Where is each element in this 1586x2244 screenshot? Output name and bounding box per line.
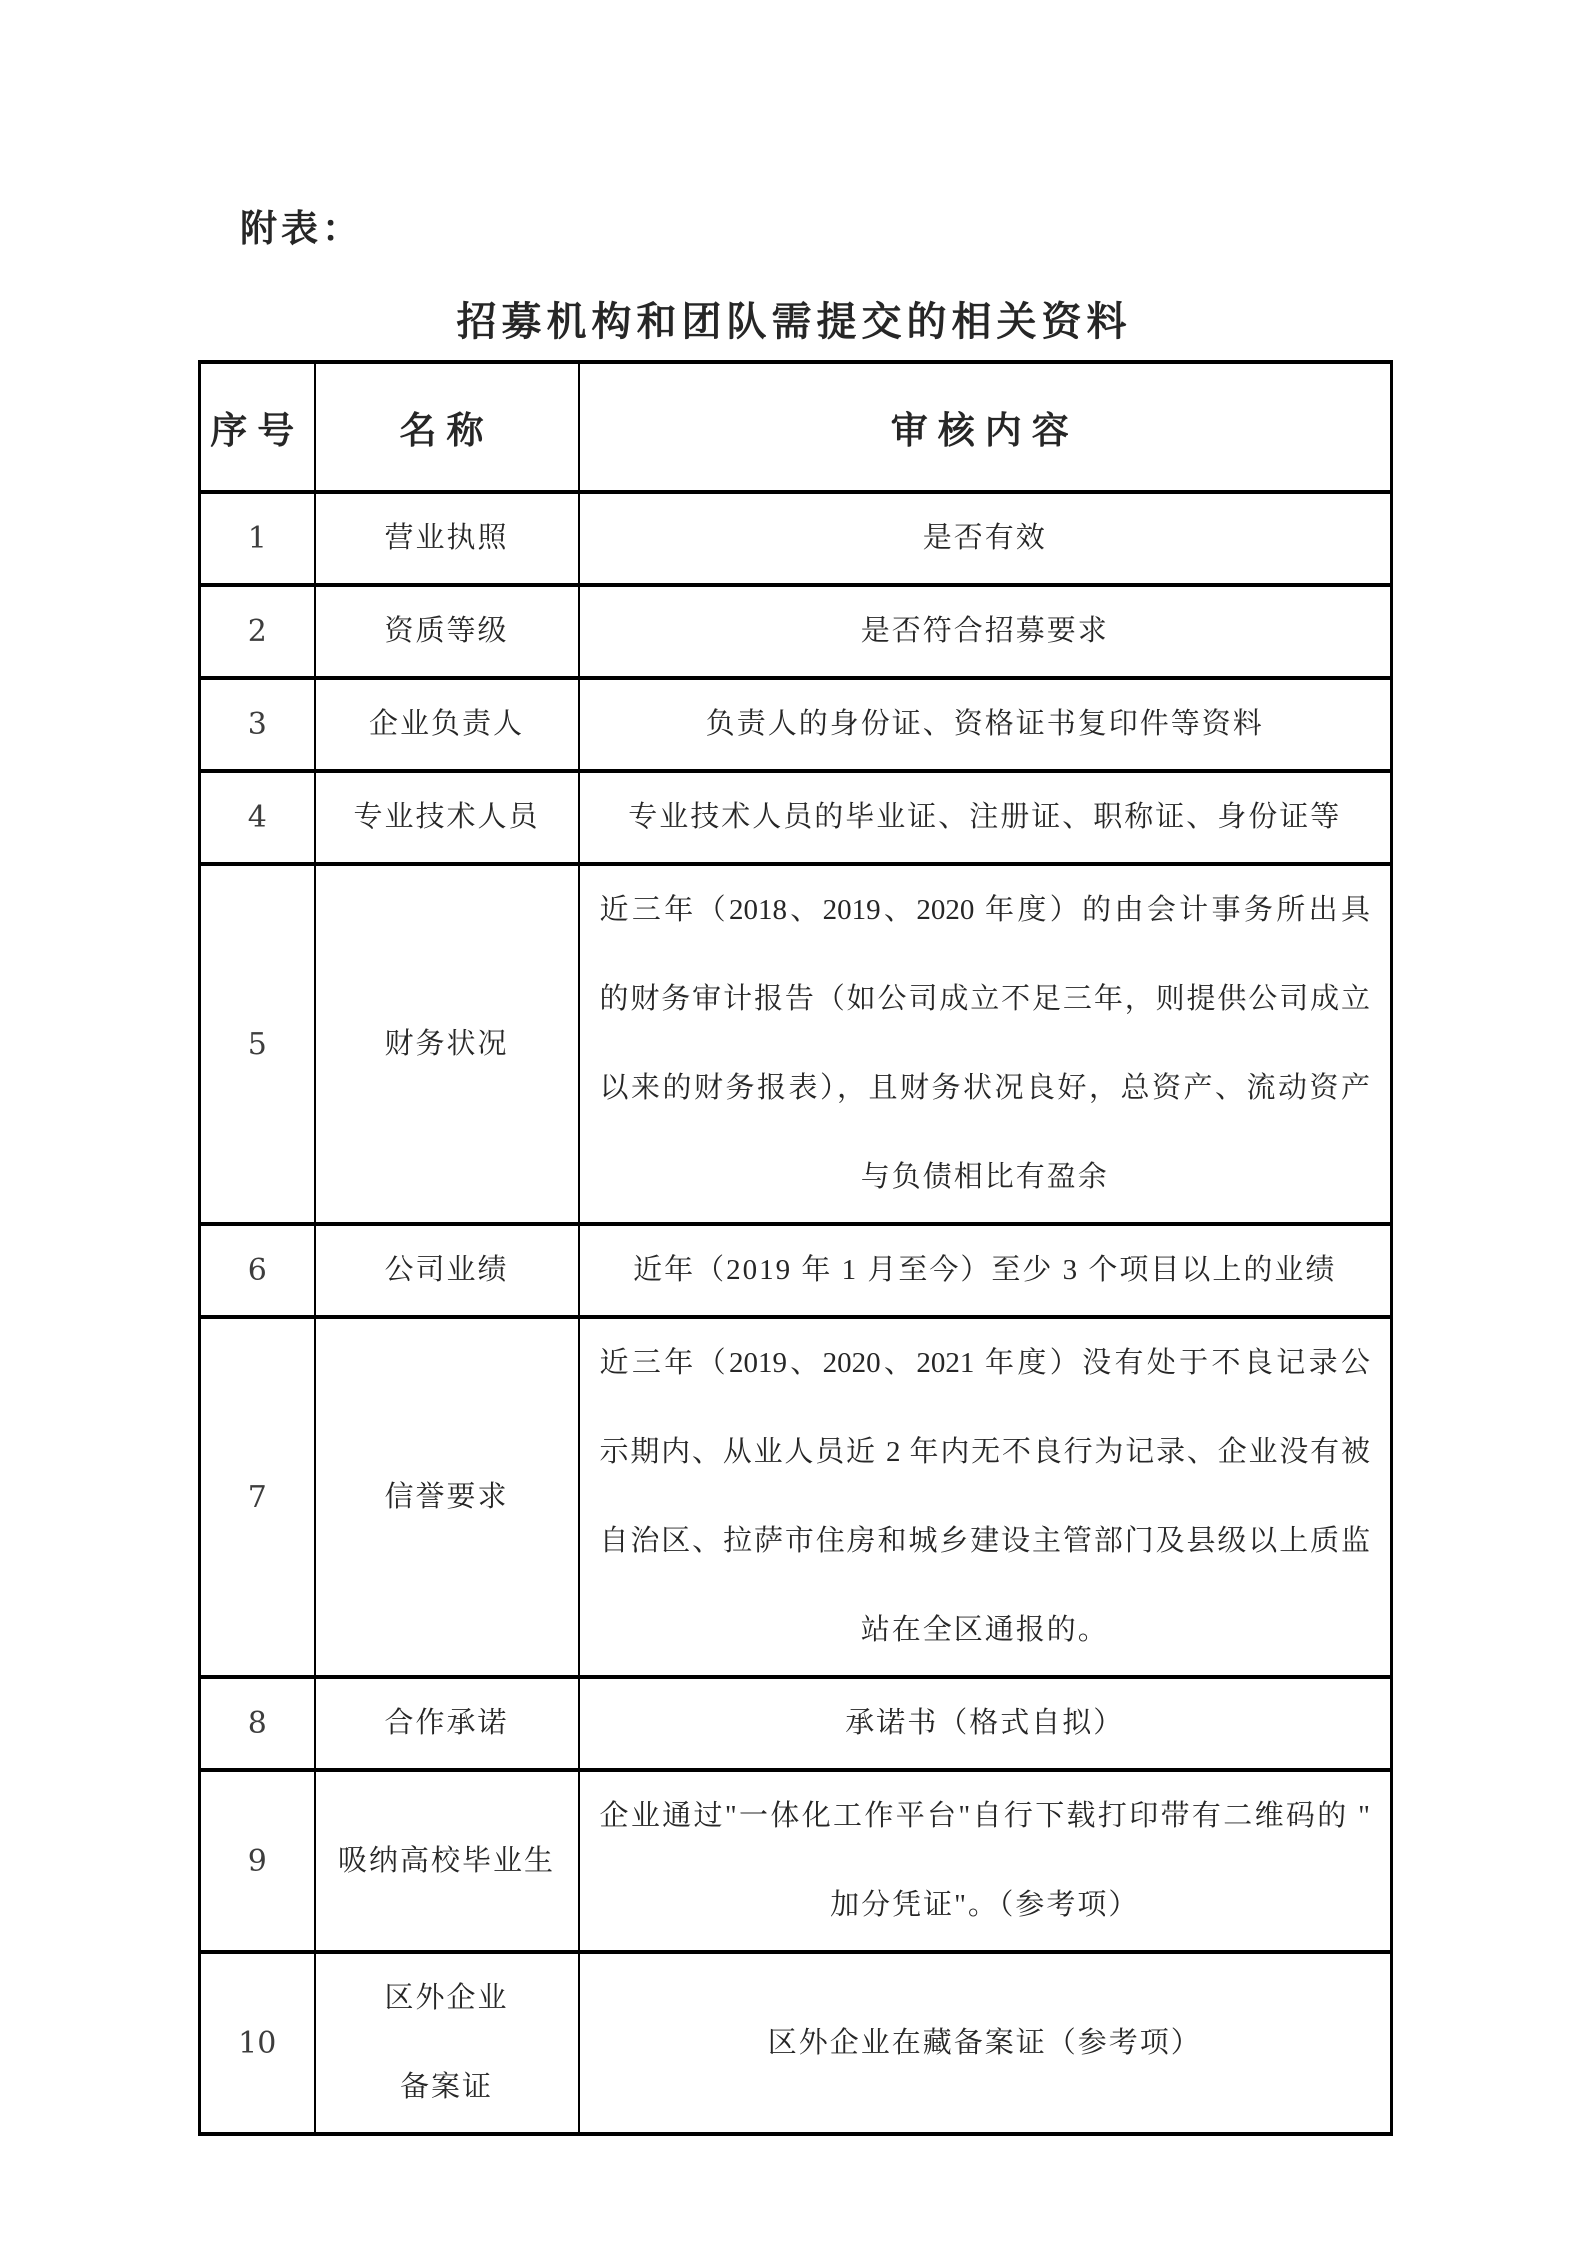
table-row [200, 585, 1392, 678]
row-number-cell: 3 [200, 678, 315, 771]
content-line: 以来的财务报表），且财务状况良好，总资产、流动资产 [599, 1072, 1370, 1104]
row-number-cell: 2 [200, 585, 315, 678]
attachment-label: 附表： [240, 209, 363, 250]
content-line: 承诺书（格式自拟） [845, 1707, 1125, 1739]
row-content-cell [579, 585, 1392, 678]
table-row [200, 1224, 1392, 1317]
row-number-cell: 1 [200, 492, 315, 585]
name-line: 信誉要求 [384, 1480, 509, 1513]
column-header: 名称 [315, 362, 579, 492]
table-row [200, 678, 1392, 771]
row-content-cell [579, 1770, 1392, 1952]
content-line: 站在全区通报的。 [860, 1614, 1109, 1646]
row-content-cell [579, 1952, 1392, 2134]
content-line: 负责人的身份证、资格证书复印件等资料 [705, 708, 1264, 740]
row-content-cell [579, 864, 1392, 1224]
content-line: 企业通过"一体化工作平台"自行下载打印带有二维码的 " [599, 1800, 1370, 1832]
row-content-cell [579, 771, 1392, 864]
content-line: 专业技术人员的毕业证、注册证、职称证、身份证等 [628, 801, 1342, 833]
row-name-cell [315, 678, 579, 771]
content-line: 的财务审计报告（如公司成立不足三年，则提供公司成立 [599, 983, 1370, 1015]
content-line: 是否有效 [922, 522, 1047, 554]
row-content-cell [579, 1317, 1392, 1677]
page-title: 招募机构和团队需提交的相关资料 [456, 299, 1132, 344]
row-name-cell [315, 1317, 579, 1677]
name-line: 区外企业 [384, 1982, 509, 2014]
materials-table [198, 360, 1393, 2136]
content-line: 加分凭证"。（参考项） [830, 1889, 1140, 1921]
content-line: 是否符合招募要求 [860, 615, 1109, 647]
row-name-cell [315, 492, 579, 585]
row-content-cell [579, 1224, 1392, 1317]
name-line: 财务状况 [384, 1027, 509, 1060]
column-header: 审核内容 [579, 362, 1392, 492]
content-line: 示期内、从业人员近 2 年内无不良行为记录、企业没有被 [599, 1436, 1370, 1468]
content-line: 自治区、拉萨市住房和城乡建设主管部门及县级以上质监 [599, 1525, 1370, 1557]
row-number-cell: 10 [200, 1952, 315, 2134]
content-line: 近三年（2018、2019、2020 年度）的由会计事务所出具 [599, 894, 1370, 926]
content-line: 近年（2019 年 1 月至今）至少 3 个项目以上的业绩 [633, 1254, 1337, 1286]
row-number-cell: 7 [200, 1317, 315, 1677]
row-name-cell [315, 1770, 579, 1952]
row-number-cell: 5 [200, 864, 315, 1224]
header-row [200, 362, 1392, 492]
content-line: 与负债相比有盈余 [860, 1161, 1109, 1193]
row-name-cell [315, 1677, 579, 1770]
row-name-cell [315, 1224, 579, 1317]
row-content-cell [579, 678, 1392, 771]
row-number-cell: 6 [200, 1224, 315, 1317]
table-row [200, 1952, 1392, 2134]
row-content-cell [579, 492, 1392, 585]
table-row [200, 1770, 1392, 1952]
row-number-cell: 8 [200, 1677, 315, 1770]
table-row [200, 771, 1392, 864]
name-line: 公司业绩 [384, 1254, 509, 1286]
row-name-cell [315, 1952, 579, 2134]
name-line: 专业技术人员 [353, 801, 540, 833]
name-line: 备案证 [399, 2071, 493, 2103]
table-row [200, 864, 1392, 1224]
table-row [200, 1677, 1392, 1770]
column-header: 序号 [200, 362, 315, 492]
name-line: 企业负责人 [368, 708, 524, 740]
content-line: 区外企业在藏备案证（参考项） [767, 2026, 1202, 2059]
row-name-cell [315, 864, 579, 1224]
row-content-cell [579, 1677, 1392, 1770]
row-number-cell: 4 [200, 771, 315, 864]
name-line: 资质等级 [384, 615, 509, 647]
name-line: 营业执照 [384, 522, 509, 554]
row-name-cell [315, 771, 579, 864]
row-number-cell: 9 [200, 1770, 315, 1952]
row-name-cell [315, 585, 579, 678]
name-line: 吸纳高校毕业生 [337, 1844, 555, 1877]
materials-table-container [198, 360, 1390, 2136]
table-row [200, 1317, 1392, 1677]
content-line: 近三年（2019、2020、2021 年度）没有处于不良记录公 [599, 1347, 1370, 1379]
table-row [200, 492, 1392, 585]
name-line: 合作承诺 [384, 1707, 509, 1739]
